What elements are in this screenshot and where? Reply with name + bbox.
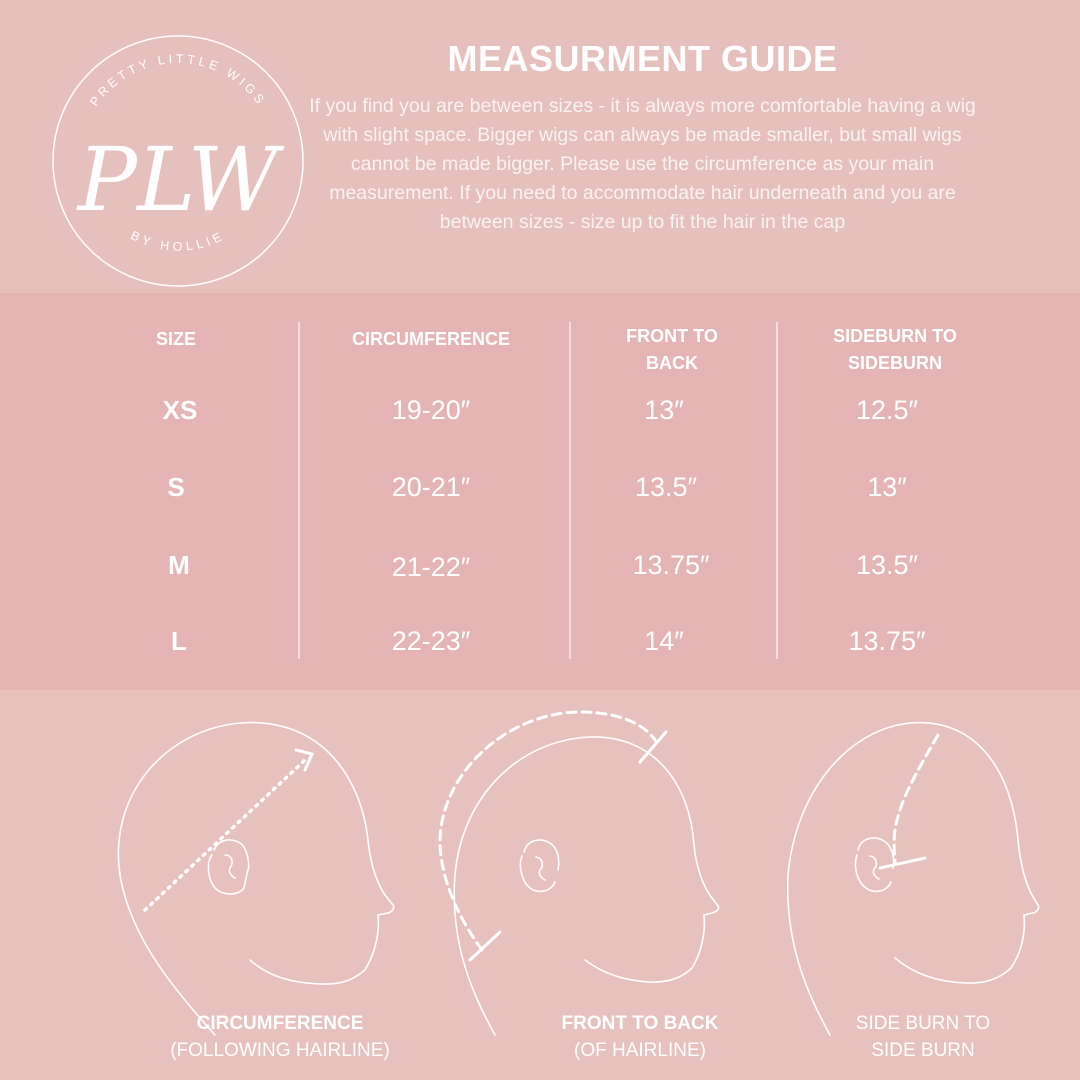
caption-circumference-line1: CIRCUMFERENCE: [196, 1013, 364, 1034]
header-circumference: CIRCUMFERENCE: [351, 329, 510, 349]
plw-logo: [47, 30, 309, 292]
head-front-to-back-icon: [440, 712, 719, 1035]
header-sideburn: [790, 323, 1000, 377]
table-row-size: L: [171, 626, 187, 656]
svg-text:PRETTY LITTLE WIGS: [87, 52, 269, 109]
caption-sideburn-line2: SIDE BURN: [871, 1040, 975, 1061]
column-divider: [298, 322, 300, 659]
table-cell-sideburn: 13″: [867, 472, 907, 502]
table-cell-circumference: 19-20″: [391, 395, 471, 425]
caption-sideburn: [803, 1010, 1043, 1064]
table-row-size: XS: [162, 395, 198, 425]
table-cell-sideburn: 12.5″: [855, 395, 919, 425]
caption-circumference-line2: (FOLLOWING HAIRLINE): [170, 1040, 390, 1061]
column-divider: [776, 322, 778, 659]
table-row-size: S: [167, 472, 185, 502]
logo-monogram: PLW: [77, 128, 279, 231]
logo-arc-top-text: PRETTY LITTLE WIGS: [87, 51, 269, 109]
table-cell-sideburn: 13.5″: [855, 550, 919, 580]
table-cell-front-to-back: 13″: [644, 395, 684, 425]
table-cell-circumference: 21-22″: [391, 552, 471, 582]
header-front-to-back: [584, 323, 760, 377]
head-sideburn-icon: [788, 723, 1039, 1035]
header-size: SIZE: [155, 329, 196, 349]
header-front-to-back-line1: FRONT TO: [626, 326, 718, 346]
table-cell-front-to-back: 13.5″: [634, 472, 698, 502]
table-cell-front-to-back: 13.75″: [632, 550, 710, 580]
table-cell-sideburn: 13.75″: [848, 626, 926, 656]
intro-paragraph: If you find you are between sizes - it is always more comfortable having a wig with slight space. Bigger wigs can always be made smaller, but small wigs cannot be made bigger. Please use the circumference as your main measurement. If you need to accommodate hair underneath and you are between sizes - size up to fit the hair in the cap: [309, 95, 976, 233]
header-sideburn-line2: SIDEBURN: [847, 353, 942, 373]
table-cell-circumference: 22-23″: [391, 626, 471, 656]
table-row-size: M: [168, 550, 190, 580]
header-sideburn-line1: SIDEBURN TO: [833, 326, 957, 346]
logo-arc-bottom-text: BY HOLLIE: [128, 228, 228, 254]
table-cell-front-to-back: 14″: [644, 626, 684, 656]
head-circumference-icon: [118, 723, 393, 1035]
svg-text:BY HOLLIE: [129, 228, 228, 253]
caption-circumference: [120, 1010, 440, 1064]
header-front-to-back-line2: BACK: [646, 353, 698, 373]
caption-sideburn-line1: SIDE BURN TO: [855, 1013, 991, 1034]
page-title: MEASURMENT GUIDE: [447, 38, 838, 79]
caption-front-to-back-line1: FRONT TO BACK: [561, 1013, 719, 1034]
caption-front-to-back: [500, 1010, 780, 1064]
caption-front-to-back-line2: (OF HAIRLINE): [574, 1040, 706, 1061]
column-divider: [569, 322, 571, 659]
table-cell-circumference: 20-21″: [391, 472, 471, 502]
